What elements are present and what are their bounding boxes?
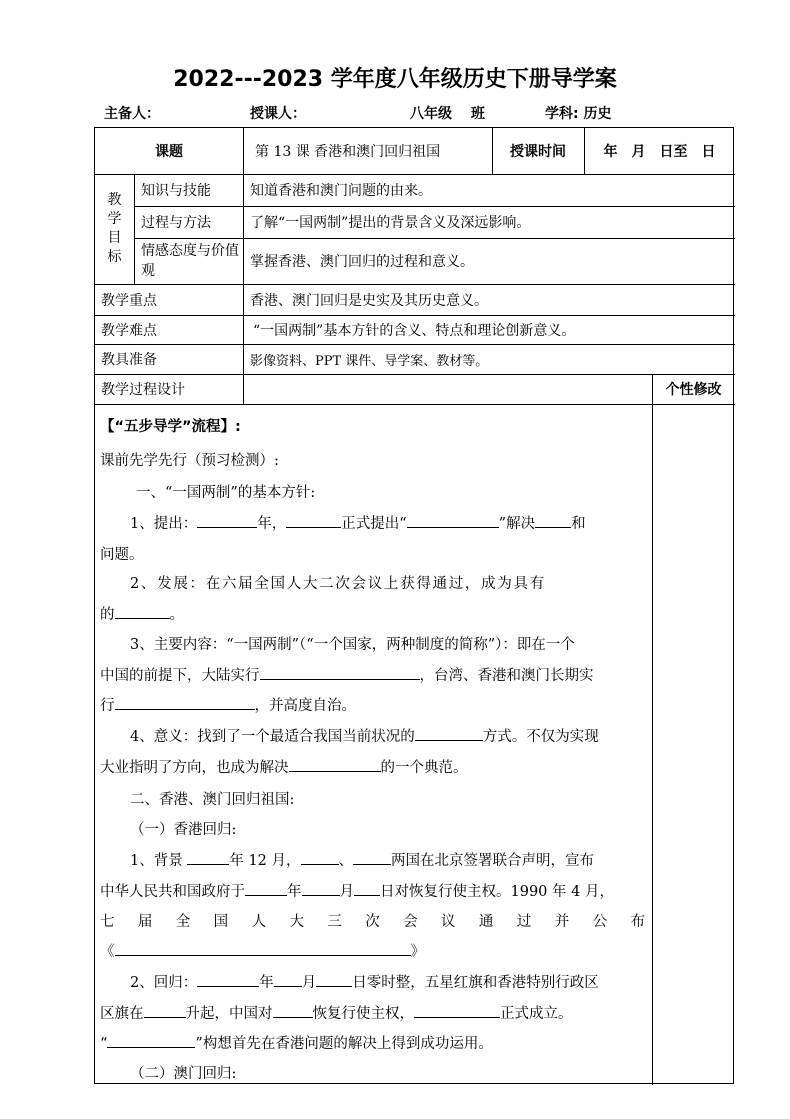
goals-label-char: 标	[107, 249, 122, 265]
time-label: 授课时间	[510, 144, 566, 160]
para-4-cont: 大业指明了方向，也成为解决 的一个典范。	[100, 756, 645, 777]
para-6-end: “ ”构想首先在香港问题的解决上得到成功运用。	[100, 1032, 645, 1053]
para-5: 1、背景 年 12 月， 、 两国在北京签署联合声明，宣布	[130, 849, 645, 870]
goals-label	[95, 174, 134, 284]
para-2: 2、发展：在六届全国人大二次会议上获得通过，成为具有	[130, 576, 546, 592]
macau-heading: （二）澳门回归:	[130, 1066, 237, 1082]
section-two: 二、香港、澳门回归祖国:	[130, 792, 295, 808]
goals-label-char: 学	[107, 211, 122, 227]
difficulties-text: “一国两制”基本方针的含义、特点和理论创新意义。	[253, 322, 576, 339]
teacher-label: 授课人：	[250, 106, 306, 122]
para-3: 3、主要内容：“一国两制”（“一个国家，两种制度的简称”）：即在一个	[130, 637, 575, 653]
para-6-cont: 区旗在 升起，中国对 恢复行使主权， 正式成立。	[100, 1002, 645, 1023]
para-4: 4、意义：找到了一个最适合我国当前状况的 方式。不仅为实现	[130, 725, 645, 746]
side-notes-label: 个性修改	[665, 382, 722, 398]
section-one: 一、“一国两制”的基本方针:	[136, 485, 316, 501]
key-points-text: 香港、澳门回归是史实及其历史意义。	[250, 292, 488, 309]
page-title: 2022---2023 学年度八年级历史下册导学案	[173, 67, 617, 92]
para-6: 2、回归： 年 月 日零时整，五星红旗和香港特别行政区	[130, 971, 645, 992]
difficulties-label: 教学难点	[101, 322, 157, 339]
goal-attitude-text: 掌握香港、澳门回归的过程和意义。	[250, 254, 474, 270]
para-1-cont: 问题。	[100, 547, 144, 563]
para-1: 1、提出： 年， 正式提出“ ”解决 和	[130, 512, 645, 533]
subject-label: 学科: 历史	[545, 106, 612, 122]
para-5-law: 《 》	[100, 940, 645, 961]
goal-knowledge-text: 知道香港和澳门问题的由来。	[250, 183, 432, 199]
key-points-label: 教学重点	[101, 292, 157, 309]
para-3-end: 行 ，并高度自治。	[100, 694, 645, 715]
goals-label-char: 目	[107, 230, 122, 246]
para-3-cont: 中国的前提下，大陆实行 ，台湾、香港和澳门长期实	[100, 664, 645, 685]
preparer-label: 主备人：	[104, 106, 160, 122]
pre-study: 课前先学先行（预习检测）:	[100, 453, 279, 469]
hongkong-heading: （一）香港回归:	[130, 822, 237, 838]
materials-text: 影像资料、PPT 课件、导学案、教材等。	[250, 353, 489, 369]
process-label: 教学过程设计	[101, 382, 185, 398]
materials-label: 教具准备	[101, 352, 157, 368]
goals-label-char: 教	[107, 192, 122, 208]
para-2-cont: 的 。	[100, 603, 645, 624]
grade-label: 八年级 班	[410, 106, 485, 122]
flow-heading: 【“五步导学”流程】:	[100, 419, 241, 435]
topic-label: 课题	[155, 144, 183, 160]
topic-value: 第 13 课 香港和澳门回归祖国	[255, 144, 441, 160]
goal-attitude-label: 情感态度与价值观	[141, 243, 239, 279]
goal-process-text: 了解“一国两制”提出的背景含义及深远影响。	[250, 215, 531, 231]
time-value: 年 月 日至 日	[603, 144, 716, 160]
para-5-cont: 中华人民共和国政府于 年 月 日对恢复行使主权。1990 年 4 月，	[100, 880, 645, 901]
goal-knowledge-label: 知识与技能	[141, 183, 211, 199]
para-5-spaced: 七 届 全 国 人 大 三 次 会 议 通 过 并 公 布	[100, 914, 645, 930]
goal-process-label: 过程与方法	[141, 215, 211, 231]
